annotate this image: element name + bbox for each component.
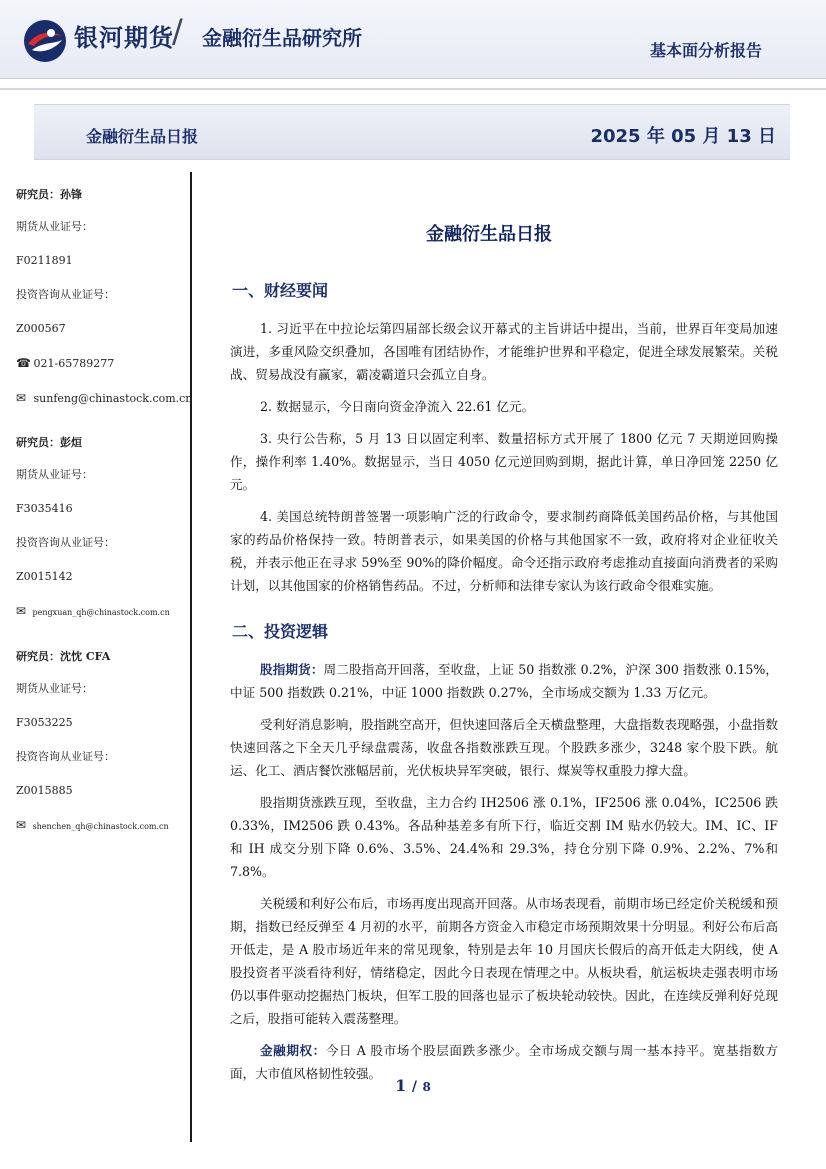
- analyst-card: [16, 186, 193, 408]
- email-row: [16, 816, 188, 836]
- paragraph: 股指期货涨跌互现，至收盘，主力合约 IH2506 涨 0.1%，IF2506 涨 0.04%，IC2506 跌 0.33%，IM2506 跌 0.43%。各品种基差多有所下行，临近交割 IM 贴水仍较大。IM、IC、IF 和 IH 成交分别下降 0.6%、3.5%、24.4%和 29.3%，持仓分别下降 0.9%、2.2%、7%和 7.8%。: [230, 795, 778, 879]
- paragraph: [230, 658, 778, 704]
- phone-number: 021-65789277: [33, 357, 115, 370]
- total-pages: 8: [422, 1080, 431, 1094]
- report-date: 2025 年 05 月 13 日: [590, 126, 776, 147]
- page-separator: /: [411, 1079, 417, 1095]
- license-number: F0211891: [16, 254, 73, 267]
- analyst-name: 研究员：沈忱 CFA: [16, 650, 111, 663]
- paragraph-lead: 股指期货：: [260, 662, 324, 677]
- header-slash: /: [172, 12, 183, 50]
- paragraph-text: 今日 A 股市场个股层面跌多涨少。全市场成交额与周一基本持平。宽基指数方面，大市值风格韧性较强。: [230, 1043, 779, 1081]
- page-number: [0, 1076, 826, 1095]
- analyst-name: 研究员：孙锋: [16, 188, 82, 201]
- news-item: 3. 央行公告称，5 月 13 日以固定利率、数量招标方式开展了 1800 亿元 7 天期逆回购操作，操作利率 1.40%。数据显示，当日 4050 亿元逆回购到期，据此计算，单日净回笼 2250 亿元。: [230, 431, 778, 492]
- advisor-number: Z0015885: [16, 784, 73, 797]
- mail-icon: ✉: [16, 604, 27, 618]
- sidebar-divider: [190, 172, 192, 1142]
- news-item: 1. 习近平在中拉论坛第四届部长级会议开幕式的主旨讲话中提出，当前，世界百年变局加速演进，多重风险交织叠加，各国唯有团结协作，才能维护世界和平稳定，促进全球发展繁荣。关税战、贸易战没有赢家，霸凌霸道只会孤立自身。: [230, 321, 778, 382]
- report-type: 基本面分析报告: [649, 41, 762, 60]
- analyst-card: [16, 434, 188, 622]
- email-row: [16, 602, 188, 622]
- advisor-label: 投资咨询从业证号：: [16, 288, 115, 301]
- advisor-number: Z000567: [16, 322, 66, 335]
- email-link[interactable]: pengxuan_qh@chinastock.com.cn: [32, 608, 170, 617]
- paragraph-text: 周二股指高开回落，至收盘，上证 50 指数涨 0.2%，沪深 300 指数涨 0.15%，中证 500 指数跌 0.21%，中证 1000 指数跌 0.27%，全市场成交额为 1.33 万亿元。: [230, 662, 778, 700]
- news-item: 4. 美国总统特朗普签署一项影响广泛的行政命令，要求制药商降低美国药品价格，与其他国家的药品价格保持一致。特朗普表示，如果美国的价格与其他国家不一致，政府将对企业征收关税，并表示他正在寻求 59%至 90%的降价幅度。命令还指示政府考虑推动直接面向消费者的采购计划，以其他国家的价格销售药品。不过，分析师和法律专家认为该行政命令很难实施。: [230, 509, 778, 593]
- license-label: 期货从业证号：: [16, 468, 93, 481]
- advisor-label: 投资咨询从业证号：: [16, 536, 115, 549]
- section-heading: 一、财经要闻: [232, 281, 329, 300]
- paragraph-lead: 金融期权：: [260, 1043, 326, 1058]
- brand-name: 银河期货: [74, 24, 174, 52]
- advisor-label: 投资咨询从业证号：: [16, 750, 115, 763]
- section-heading: 二、投资逻辑: [232, 622, 329, 641]
- mail-icon: ✉: [16, 391, 27, 405]
- galaxy-logo-icon: [22, 18, 68, 64]
- document-title: 金融衍生品日报: [426, 224, 552, 245]
- header-divider: [0, 88, 826, 90]
- email-row: [16, 389, 193, 408]
- analyst-name: 研究员：彭烜: [16, 436, 82, 449]
- current-page: 1: [395, 1076, 407, 1095]
- news-item: 2. 数据显示，今日南向资金净流入 22.61 亿元。: [260, 399, 535, 414]
- mail-icon: ✉: [16, 818, 27, 832]
- paragraph: 受利好消息影响，股指跳空高开，但快速回落后全天横盘整理，大盘指数表现略强，小盘指数快速回落之下全天几乎绿盘震荡，收盘各指数涨跌互现。个股跌多涨少，3248 家个股下跌。航运、化工、酒店餐饮涨幅居前，光伏板块异军突破，银行、煤炭等权重股力撑大盘。: [230, 717, 778, 778]
- analyst-sidebar: [16, 186, 193, 862]
- phone-icon: ☎: [16, 356, 31, 370]
- paragraph: 关税缓和利好公布后，市场再度出现高开回落。从市场表现看，前期市场已经定价关税缓和预期，指数已经反弹至 4 月初的水平，前期各方资金入市稳定市场预期效果十分明显。利好公布后高开低走，是 A 股市场近年来的常见现象，特别是去年 10 月国庆长假后的高开低走大阴线，使 A 股投资者平淡看待利好，情绪稳定，因此今日表现在情理之中。从板块看，航运板块走强表明市场仍以事件驱动挖掘热门板块，但军工股的回落也显示了板块轮动较快。因此，在连续反弹利好兑现之后，股指可能转入震荡整理。: [230, 896, 778, 1026]
- email-link[interactable]: shenchen_qh@chinastock.com.cn: [32, 822, 169, 831]
- email-link[interactable]: sunfeng@chinastock.com.cn: [33, 392, 193, 405]
- page-header: [0, 0, 826, 79]
- institute-name: 金融衍生品研究所: [202, 26, 362, 50]
- advisor-number: Z0015142: [16, 570, 73, 583]
- license-number: F3053225: [16, 716, 73, 729]
- analyst-card: [16, 648, 188, 836]
- phone-row: [16, 354, 188, 373]
- report-body: [200, 220, 778, 1094]
- license-label: 期货从业证号：: [16, 220, 93, 233]
- band-title: 金融衍生品日报: [86, 127, 199, 146]
- license-label: 期货从业证号：: [16, 682, 93, 695]
- license-number: F3035416: [16, 502, 73, 515]
